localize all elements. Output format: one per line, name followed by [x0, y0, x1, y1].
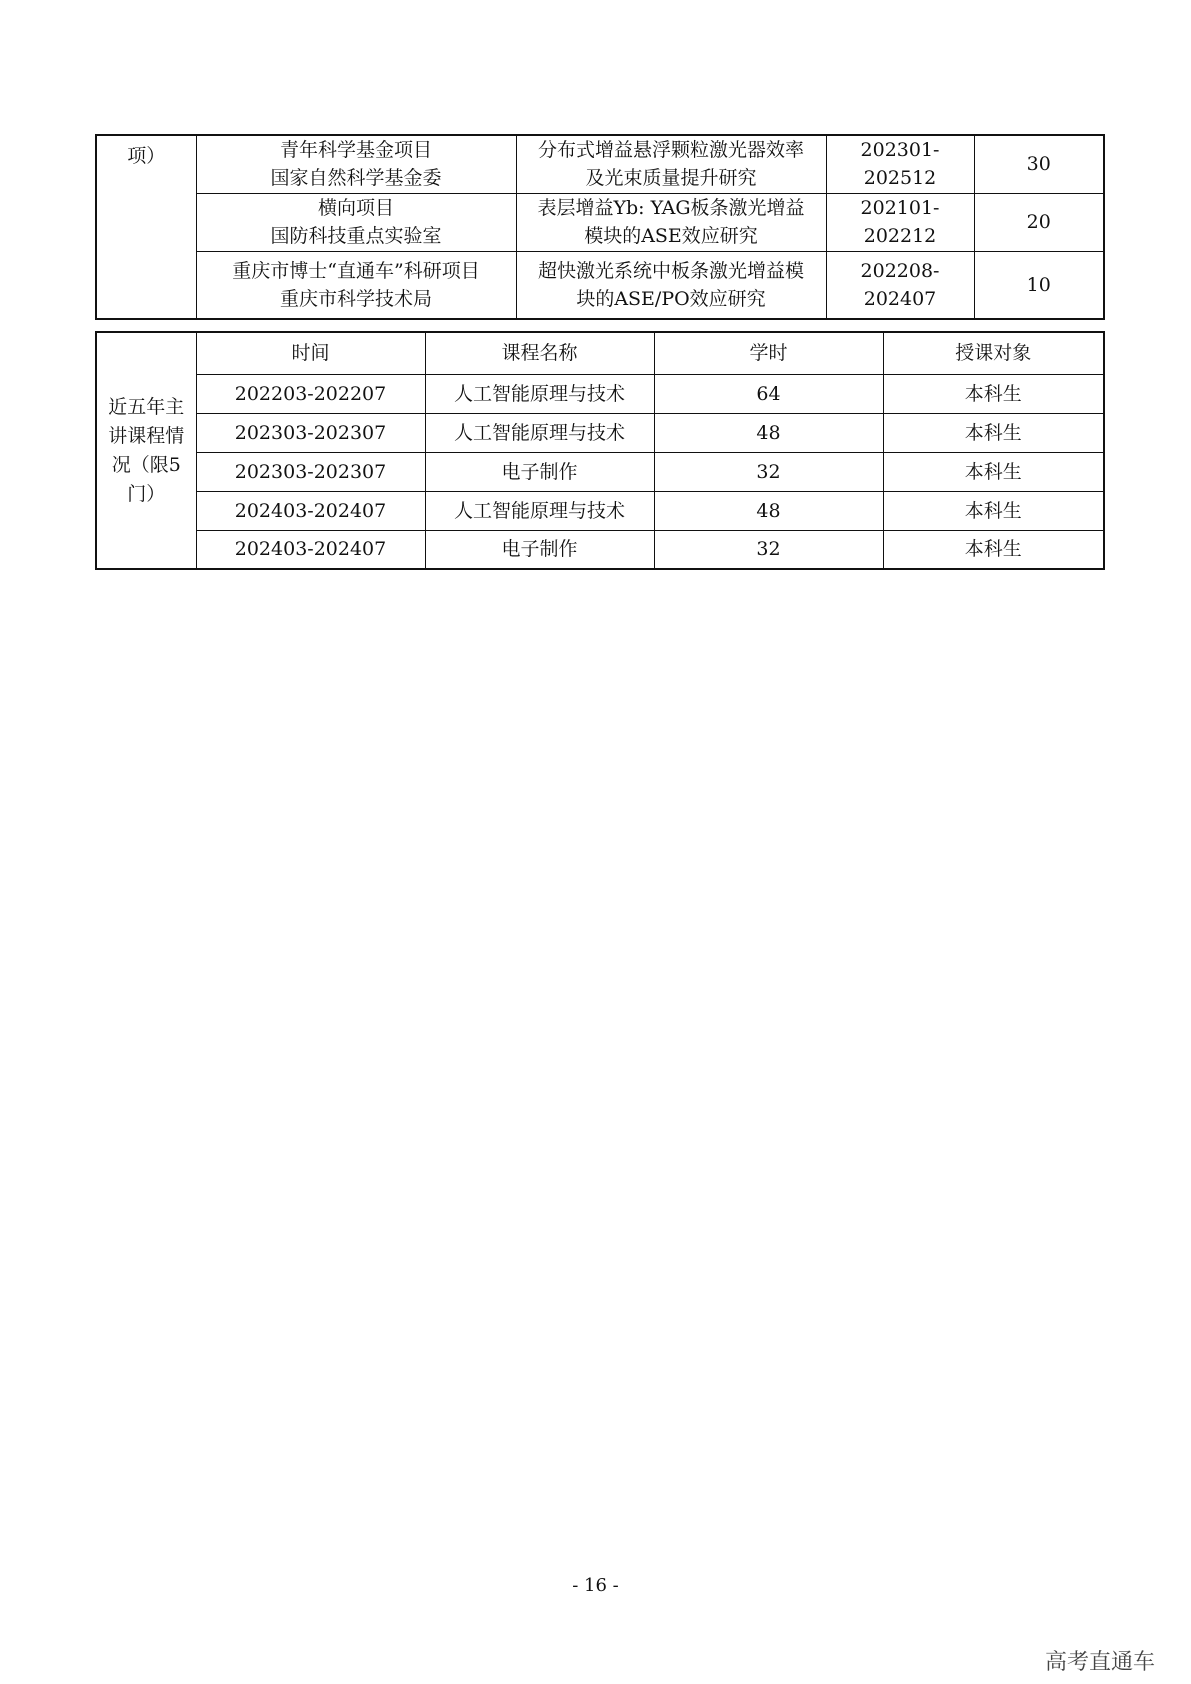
course-time: 202303-202307	[196, 452, 425, 491]
project-source: 横向项目 国防科技重点实验室	[196, 193, 516, 251]
table-row	[96, 374, 1104, 413]
course-time: 202403-202407	[196, 530, 425, 569]
course-audience: 本科生	[883, 530, 1104, 569]
header-audience: 授课对象	[883, 332, 1104, 374]
projects-table	[95, 134, 1105, 320]
course-name: 电子制作	[425, 452, 654, 491]
course-name: 电子制作	[425, 530, 654, 569]
course-name: 人工智能原理与技术	[425, 413, 654, 452]
watermark-text: 高考直通车	[1044, 1650, 1155, 1675]
header-hours: 学时	[654, 332, 883, 374]
course-time: 202303-202307	[196, 413, 425, 452]
course-time: 202203-202207	[196, 374, 425, 413]
projects-side-label: 项）	[96, 135, 196, 319]
course-audience: 本科生	[883, 374, 1104, 413]
project-title: 表层增益Yb: YAG板条激光增益 模块的ASE效应研究	[516, 193, 826, 251]
project-title: 超快激光系统中板条激光增益模 块的ASE/PO效应研究	[516, 251, 826, 319]
page-number: - 16 -	[572, 1575, 619, 1596]
project-amount: 30	[974, 135, 1104, 193]
course-audience: 本科生	[883, 452, 1104, 491]
courses-table	[95, 331, 1105, 570]
course-hours: 64	[654, 374, 883, 413]
project-amount: 20	[974, 193, 1104, 251]
course-time: 202403-202407	[196, 491, 425, 530]
project-period: 202101-202212	[826, 193, 974, 251]
header-time: 时间	[196, 332, 425, 374]
table-row	[96, 491, 1104, 530]
project-source: 重庆市博士“直通车”科研项目 重庆市科学技术局	[196, 251, 516, 319]
course-audience: 本科生	[883, 413, 1104, 452]
table-row	[96, 452, 1104, 491]
project-period: 202208-202407	[826, 251, 974, 319]
project-source: 青年科学基金项目 国家自然科学基金委	[196, 135, 516, 193]
project-amount: 10	[974, 251, 1104, 319]
course-name: 人工智能原理与技术	[425, 491, 654, 530]
table-row	[96, 530, 1104, 569]
course-hours: 32	[654, 452, 883, 491]
course-hours: 32	[654, 530, 883, 569]
course-name: 人工智能原理与技术	[425, 374, 654, 413]
course-hours: 48	[654, 413, 883, 452]
courses-side-label: 近五年主 讲课程情 况（限5 门）	[96, 332, 196, 569]
course-hours: 48	[654, 491, 883, 530]
project-title: 分布式增益悬浮颗粒激光器效率 及光束质量提升研究	[516, 135, 826, 193]
project-period: 202301-202512	[826, 135, 974, 193]
table-row	[96, 413, 1104, 452]
header-course-name: 课程名称	[425, 332, 654, 374]
course-audience: 本科生	[883, 491, 1104, 530]
